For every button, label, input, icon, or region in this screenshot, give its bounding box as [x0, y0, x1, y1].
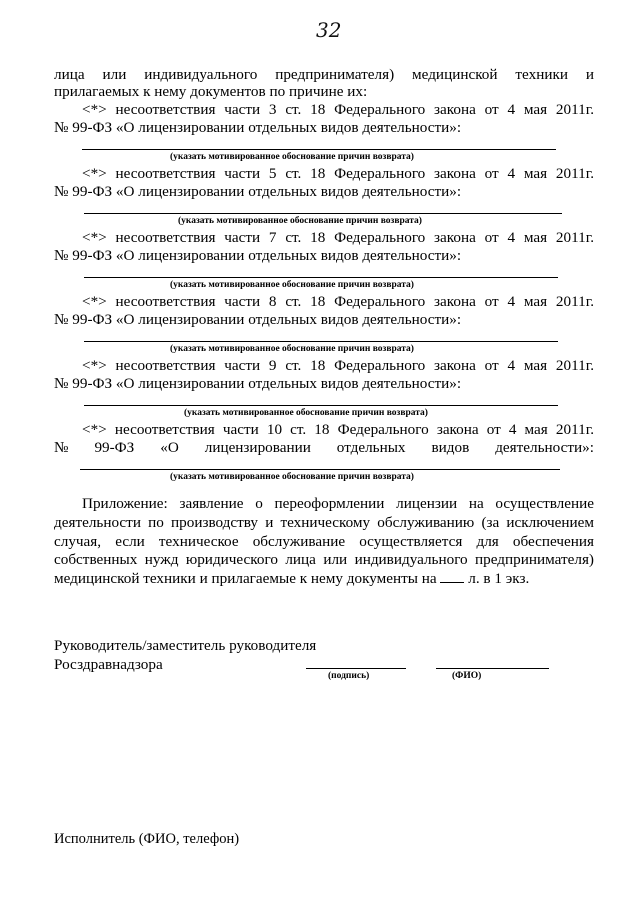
reason-line-1: [82, 101, 594, 118]
reason-part-number: 10: [266, 421, 283, 438]
reason-lead: <*> несоответствия части: [82, 229, 261, 246]
reason-lead: <*> несоответствия части: [82, 421, 259, 438]
law-word: отдельных: [336, 439, 406, 456]
reason-lead: <*> несоответствия части: [82, 357, 261, 374]
law-word: «О: [160, 439, 179, 456]
reason-lead: <*> несоответствия части: [82, 293, 261, 310]
law-word: №: [54, 439, 69, 456]
name-caption: (ФИО): [452, 671, 482, 681]
attachment-line-1: Приложение: заявление о переоформлении лицензии на осуществление: [82, 495, 594, 512]
reason-mid: ст. 18 Федерального закона от 4 мая 2011г.: [285, 229, 594, 246]
reason-line-5: [82, 357, 594, 374]
pages-count-blank[interactable]: [440, 570, 464, 583]
reason-part-number: 5: [268, 165, 277, 182]
executor-label: Исполнитель (ФИО, телефон): [54, 831, 240, 847]
signatory-title-2: Росздравнадзора: [54, 656, 163, 673]
law-word: 99-ФЗ: [94, 439, 135, 456]
reason-mid: ст. 18 Федерального закона от 4 мая 2011г.: [285, 101, 594, 118]
law-word: лицензировании: [204, 439, 311, 456]
reason-line-2: [82, 165, 594, 182]
attachment-line-5-tail: л. в 1 экз.: [468, 570, 530, 587]
reason-line-4: [82, 293, 594, 310]
attachment-line-3: случая, если техническое обслуживание осуществляется для обеспечения: [54, 533, 594, 550]
reason-law-line-4: № 99-ФЗ «О лицензировании отдельных видов деятельности»:: [54, 311, 462, 328]
reason-line-6: [82, 421, 594, 438]
intro-line-1: лица или индивидуального предпринимателя) медицинской техники и: [54, 66, 594, 83]
reason-line-3: [82, 229, 594, 246]
reason-caption: (указать мотивированное обоснование причин возврата): [170, 344, 414, 354]
reason-justification-field[interactable]: [84, 277, 558, 278]
reason-law-line-6: [54, 439, 594, 456]
name-line[interactable]: [436, 668, 549, 669]
reason-law-line-3: № 99-ФЗ «О лицензировании отдельных видов деятельности»:: [54, 247, 462, 264]
reason-justification-field[interactable]: [84, 405, 558, 406]
reason-caption: (указать мотивированное обоснование причин возврата): [170, 152, 414, 162]
law-word: деятельности»:: [495, 439, 594, 456]
reason-justification-field[interactable]: [82, 149, 556, 150]
reason-mid: ст. 18 Федерального закона от 4 мая 2011г.: [285, 293, 594, 310]
attachment-line-5: [54, 570, 594, 587]
reason-justification-field[interactable]: [84, 213, 562, 214]
law-word: видов: [431, 439, 470, 456]
attachment-line-4: собственных нужд юридического лица или индивидуального предпринимателя): [54, 551, 594, 568]
reason-justification-field[interactable]: [84, 341, 558, 342]
reason-part-number: 9: [268, 357, 277, 374]
reason-mid: ст. 18 Федерального закона от 4 мая 2011г.: [285, 165, 594, 182]
signature-caption: (подпись): [328, 671, 370, 681]
reason-part-number: 7: [268, 229, 277, 246]
reason-caption: (указать мотивированное обоснование причин возврата): [170, 472, 414, 482]
signatory-title-1: Руководитель/заместитель руководителя: [54, 637, 317, 654]
page-number: 32: [316, 18, 342, 42]
reason-part-number: 8: [268, 293, 277, 310]
signature-line[interactable]: [306, 668, 406, 669]
reason-caption: (указать мотивированное обоснование причин возврата): [178, 216, 422, 226]
reason-law-line-2: № 99-ФЗ «О лицензировании отдельных видов деятельности»:: [54, 183, 462, 200]
reason-lead: <*> несоответствия части: [82, 101, 261, 118]
reason-mid: ст. 18 Федерального закона от 4 мая 2011г.: [290, 421, 594, 438]
attachment-line-2: деятельности по производству и техническому обслуживанию (за исключением: [54, 514, 594, 531]
reason-mid: ст. 18 Федерального закона от 4 мая 2011г.: [285, 357, 594, 374]
reason-caption: (указать мотивированное обоснование причин возврата): [184, 408, 428, 418]
reason-justification-field[interactable]: [80, 469, 560, 470]
reason-lead: <*> несоответствия части: [82, 165, 261, 182]
attachment-line-5-text: медицинской техники и прилагаемые к нему документы на: [54, 570, 437, 587]
intro-line-2: прилагаемых к нему документов по причине их:: [54, 83, 368, 100]
reason-law-line-1: № 99-ФЗ «О лицензировании отдельных видов деятельности»:: [54, 119, 462, 136]
reason-caption: (указать мотивированное обоснование причин возврата): [170, 280, 414, 290]
reason-part-number: 3: [268, 101, 277, 118]
reason-law-line-5: № 99-ФЗ «О лицензировании отдельных видов деятельности»:: [54, 375, 462, 392]
